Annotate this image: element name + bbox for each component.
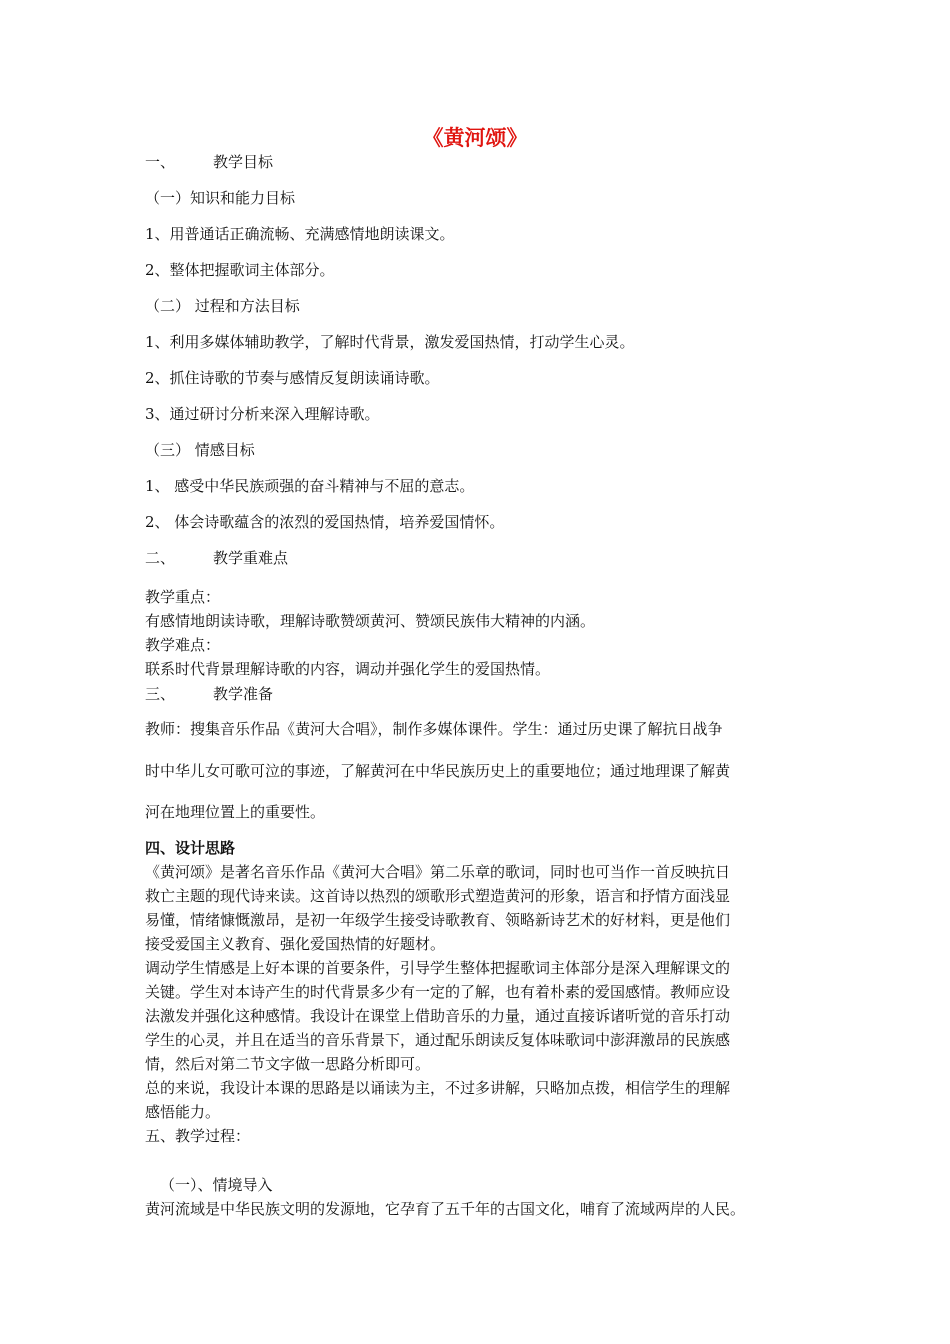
paragraph-line: 调动学生情感是上好本课的首要条件，引导学生整体把握歌词主体部分是深入理解课文的 <box>145 959 731 977</box>
paragraph-line: 救亡主题的现代诗来读。这首诗以热烈的颂歌形式塑造黄河的形象，语言和抒情方面浅显 <box>145 887 731 905</box>
section-1-title: 教学目标 <box>213 153 274 171</box>
paragraph-line: 易懂，情绪慷慨激昂，是初一年级学生接受诗歌教育、领略新诗艺术的好材料，更是他们 <box>145 911 731 929</box>
list-item: 2、整体把握歌词主体部分。 <box>145 261 335 279</box>
paragraph-line: 联系时代背景理解诗歌的内容，调动并强化学生的爱国热情。 <box>145 660 551 678</box>
paragraph-line: 关键。学生对本诗产生的时代背景多少有一定的了解，也有着朴素的爱国感情。教师应设 <box>145 983 731 1001</box>
section-1-number: 一、 <box>145 153 176 171</box>
section-2-body <box>145 585 809 681</box>
document-title: 《黄河颂》 <box>422 126 528 150</box>
subsection-1-1: （一）知识和能力目标 <box>145 189 296 207</box>
paragraph-line: 学生的心灵，并且在适当的音乐背景下，通过配乐朗读反复体味歌词中澎湃激昂的民族感 <box>145 1031 731 1049</box>
paragraph-line: 《黄河颂》是著名音乐作品《黄河大合唱》第二乐章的歌词，同时也可当作一首反映抗日 <box>145 863 731 881</box>
paragraph-line: 教学重点： <box>145 588 221 606</box>
subsection-1-3: （三） 情感目标 <box>145 441 255 459</box>
paragraph-line: 教师：搜集音乐作品《黄河大合唱》，制作多媒体课件。学生：通过历史课了解抗日战争 <box>145 720 723 738</box>
list-item: 2、 体会诗歌蕴含的浓烈的爱国热情，培养爱国情怀。 <box>145 513 505 531</box>
subsection-5-1: （一）、情境导入 <box>160 1176 273 1194</box>
section-2-heading <box>145 548 288 568</box>
list-item: 1、 感受中华民族顽强的奋斗精神与不屈的意志。 <box>145 477 475 495</box>
paragraph-line: 法激发并强化这种感情。我设计在课堂上借助音乐的力量，通过直接诉诸听觉的音乐打动 <box>145 1007 731 1025</box>
section-1-heading <box>145 152 273 172</box>
paragraph-line: 教学难点： <box>145 636 221 654</box>
subsection-1-2: （二） 过程和方法目标 <box>145 297 300 315</box>
section-3-number: 三、 <box>145 685 176 703</box>
section-2-number: 二、 <box>145 549 176 567</box>
list-item: 1、利用多媒体辅助教学，了解时代背景，激发爱国热情，打动学生心灵。 <box>145 333 635 351</box>
section-3-title: 教学准备 <box>213 685 274 703</box>
list-item: 2、抓住诗歌的节奏与感情反复朗读诵诗歌。 <box>145 369 440 387</box>
paragraph-line: 黄河流域是中华民族文明的发源地，它孕育了五千年的古国文化，哺育了流域两岸的人民。 <box>145 1200 746 1218</box>
paragraph-line: 河在地理位置上的重要性。 <box>145 803 326 821</box>
paragraph-line: 总的来说，我设计本课的思路是以诵读为主，不过多讲解，只略加点拨，相信学生的理解 <box>145 1079 731 1097</box>
paragraph-line: 感悟能力。 <box>145 1103 221 1121</box>
paragraph-line: 接受爱国主义教育、强化爱国热情的好题材。 <box>145 935 446 953</box>
paragraph-line: 时中华儿女可歌可泣的事迹，了解黄河在中华民族历史上的重要地位；通过地理课了解黄 <box>145 762 731 780</box>
section-4-title: 四、设计思路 <box>145 839 236 857</box>
section-3-heading <box>145 684 273 704</box>
section-2-title: 教学重难点 <box>213 549 289 567</box>
paragraph-line: 情，然后对第二节文字做一思路分析即可。 <box>145 1055 431 1073</box>
list-item: 1、用普通话正确流畅、充满感情地朗读课文。 <box>145 225 455 243</box>
section-4 <box>145 836 809 1148</box>
list-item: 3、通过研讨分析来深入理解诗歌。 <box>145 405 380 423</box>
paragraph-line: 有感情地朗读诗歌，理解诗歌赞颂黄河、赞颂民族伟大精神的内涵。 <box>145 612 596 630</box>
section-5-title: 五、教学过程： <box>145 1127 251 1145</box>
